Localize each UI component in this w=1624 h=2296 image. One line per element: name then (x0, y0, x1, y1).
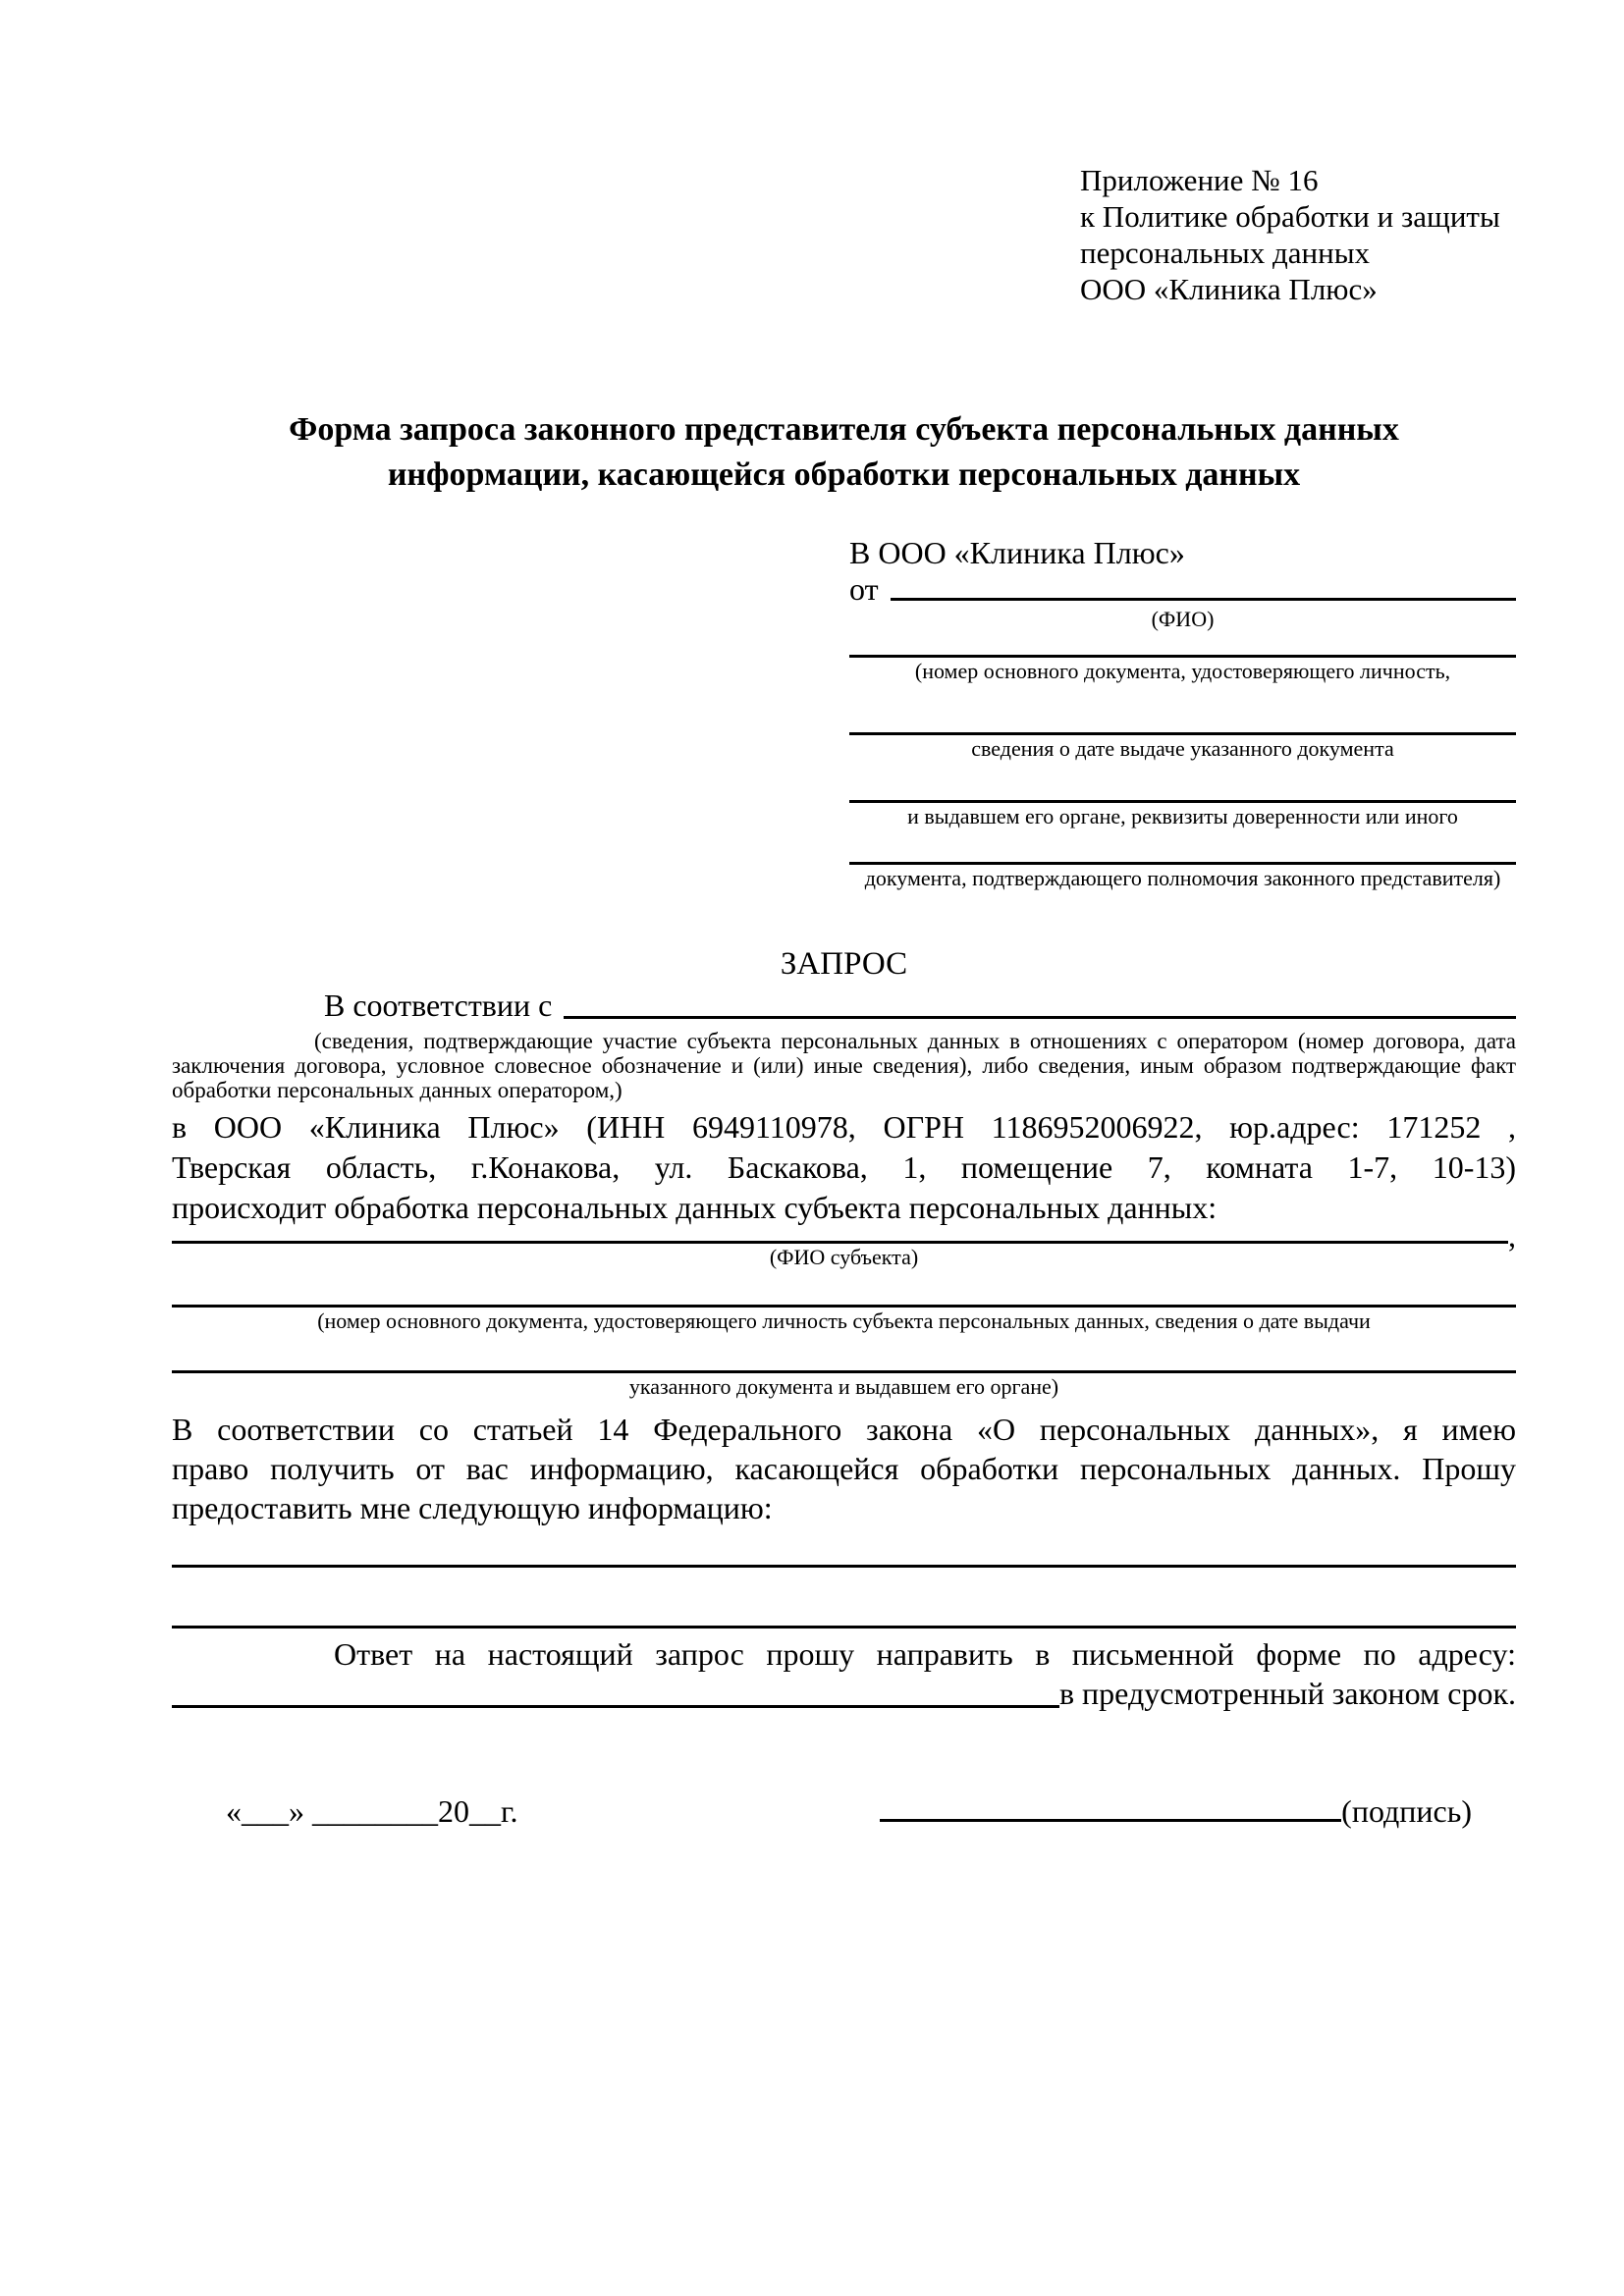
appendix-note (1080, 162, 1516, 307)
intro-row (172, 987, 1516, 1024)
representative-document-caption-2: сведения о дате выдаче указанного документа (971, 736, 1394, 761)
info-request-line-1[interactable] (172, 1527, 1516, 1568)
document-title-line: Форма запроса законного представителя субъекта персональных данных (289, 411, 1399, 448)
footer-row (172, 1791, 1516, 1831)
appendix-note-line: персональных данных (1080, 236, 1371, 270)
reply-address-line[interactable] (172, 1674, 1059, 1708)
law-paragraph-line: право получить от вас информацию, касающейся обработки персональных данных. Прошу (172, 1451, 1516, 1486)
intro-label: В соответствии с (324, 988, 553, 1023)
reply-address-row (172, 1674, 1516, 1713)
from-label: от (849, 571, 879, 607)
signature-caption: (подпись) (1341, 1793, 1472, 1829)
date-field[interactable]: «___» ________20__г. (226, 1793, 518, 1829)
reply-paragraph-line-1: Ответ на настоящий запрос прошу направить в письменной форме по адресу: (334, 1636, 1516, 1672)
representative-document-line-1[interactable] (849, 633, 1516, 658)
from-row (849, 572, 1516, 606)
trailing-comma: , (1508, 1218, 1516, 1254)
representative-document-caption-1: (номер основного документа, удостоверяющего личность, (914, 659, 1451, 683)
addressee-organization: В ООО «Клиника Плюс» (849, 535, 1185, 570)
subject-document-line-2[interactable] (172, 1335, 1516, 1373)
addressee-block (849, 533, 1516, 892)
signature-group (880, 1791, 1472, 1831)
fineprint-line: (сведения, подтверждающие участие субъекта персональных данных в отношениях с оператором (номер договора, дата (314, 1029, 1516, 1053)
representative-name-line[interactable] (891, 572, 1516, 601)
info-request-line-2[interactable] (172, 1568, 1516, 1629)
document-title (172, 407, 1516, 498)
appendix-note-line: к Политике обработки и защиты (1080, 199, 1500, 234)
operator-paragraph-line: происходит обработка персональных данных субъекта персональных данных: (172, 1190, 1218, 1225)
fineprint-line: обработки персональных данных оператором,) (172, 1078, 623, 1102)
appendix-note-line: ООО «Клиника Плюс» (1080, 272, 1378, 306)
signature-line[interactable] (880, 1819, 1341, 1822)
fineprint-line: заключения договора, условное словесное обозначение и (или) иные сведения), либо сведения, иным образом подтверждающие факт (172, 1053, 1516, 1078)
subject-name-row (172, 1218, 1516, 1254)
request-heading: ЗАПРОС (780, 946, 908, 982)
law-paragraph-line: В соответствии со статьей 14 Федерального закона «О персональных данных», я имею (172, 1412, 1516, 1447)
basis-line[interactable] (564, 987, 1516, 1019)
representative-document-caption-4: документа, подтверждающего полномочия законного представителя) (864, 866, 1501, 890)
subject-fio-caption: (ФИО субъекта) (769, 1245, 919, 1269)
representative-document-caption-3: и выдавшем его органе, реквизиты доверенности или иного (907, 804, 1458, 828)
reply-paragraph-line-2: в предусмотренный законом срок. (1058, 1676, 1516, 1711)
operator-paragraph-line: Тверская область, г.Конакова, ул. Баскакова, 1, помещение 7, комната 1-7, 10-13) (172, 1149, 1516, 1185)
fio-caption: (ФИО) (1151, 607, 1215, 631)
document-title-line: информации, касающейся обработки персональных данных (387, 456, 1301, 493)
representative-document-line-3[interactable] (849, 763, 1516, 803)
subject-document-caption-1: (номер основного документа, удостоверяющего личность субъекта персональных данных, сведения о дате выдачи (317, 1308, 1371, 1333)
law-paragraph-line: предоставить мне следующую информацию: (172, 1490, 773, 1525)
law-paragraph (172, 1410, 1516, 1527)
fineprint (172, 1029, 1516, 1102)
subject-document-caption-2: указанного документа и выдавшем его органе) (628, 1374, 1059, 1399)
operator-paragraph (172, 1107, 1516, 1228)
representative-document-line-4[interactable] (849, 830, 1516, 865)
subject-document-line-1[interactable] (172, 1271, 1516, 1308)
appendix-note-line: Приложение № 16 (1080, 163, 1319, 197)
subject-name-line[interactable] (172, 1228, 1508, 1244)
operator-paragraph-line: в ООО «Клиника Плюс» (ИНН 6949110978, ОГРН 1186952006922, юр.адрес: 171252 , (172, 1109, 1516, 1145)
representative-document-line-2[interactable] (849, 685, 1516, 735)
